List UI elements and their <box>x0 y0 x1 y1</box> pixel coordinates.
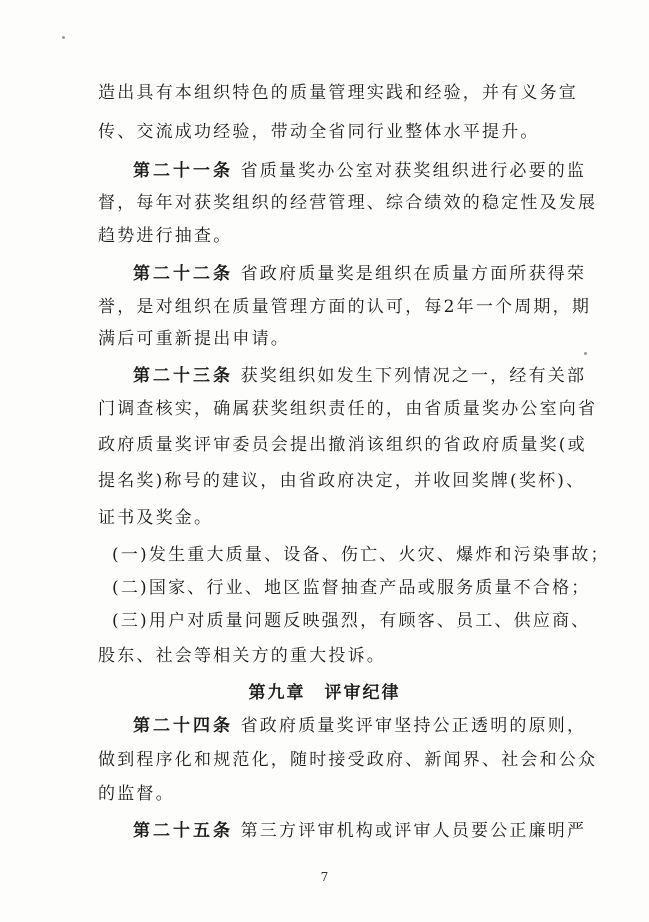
list-item: (二)国家、行业、地区监督抽查产品或服务质量不合格； <box>112 578 591 598</box>
body-line: 督，每年对获奖组织的经营管理、综合绩效的稳定性及发展 <box>98 193 598 213</box>
list-item: (一)发生重大质量、设备、伤亡、火灾、爆炸和污染事故； <box>112 545 610 565</box>
article-number: 第二十五条 <box>133 821 233 841</box>
scan-speck <box>584 352 587 355</box>
article-23-first-line <box>133 366 586 386</box>
article-text: 第三方评审机构或评审人员要公正廉明严 <box>240 821 587 841</box>
article-text: 省质量奖办公室对获奖组织进行必要的监 <box>240 161 587 181</box>
body-line: 誉，是对组织在质量管理方面的认可，每2年一个周期，期 <box>98 297 592 317</box>
body-line: 提名奖)称号的建议，由省政府决定，并收回奖牌(奖杯)、 <box>98 471 586 491</box>
body-line: 趋势进行抽查。 <box>98 226 233 246</box>
article-number: 第二十二条 <box>133 264 233 284</box>
scan-speck <box>62 36 65 39</box>
list-item-continuation: 股东、社会等相关方的重大投诉。 <box>98 646 386 666</box>
article-text: 省政府质量奖是组织在质量方面所获得荣 <box>240 264 587 284</box>
body-line: 证书及奖金。 <box>98 508 214 528</box>
article-25-first-line <box>133 821 586 841</box>
body-line: 传、交流成功经验，带动全省同行业整体水平提升。 <box>98 122 540 142</box>
body-line: 做到程序化和规范化，随时接受政府、新闻界、社会和公众 <box>98 750 598 770</box>
article-number: 第二十四条 <box>133 716 233 736</box>
body-line: 造出具有本组织特色的质量管理实践和经验，并有义务宣 <box>98 83 578 103</box>
article-text: 省政府质量奖评审坚持公正透明的原则， <box>240 716 587 736</box>
body-line: 满后可重新提出申请。 <box>98 329 290 349</box>
article-number: 第二十一条 <box>133 161 233 181</box>
list-item: (三)用户对质量问题反映强烈，有顾客、员工、供应商、 <box>112 611 591 631</box>
body-line: 政府质量奖评审委员会提出撤消该组织的省政府质量奖(或 <box>98 435 587 455</box>
article-number: 第二十三条 <box>133 366 233 386</box>
body-line: 的监督。 <box>98 784 175 804</box>
chapter-heading: 第九章 评审纪律 <box>248 683 401 703</box>
article-24-first-line <box>133 716 586 736</box>
article-text: 获奖组织如发生下列情况之一，经有关部 <box>240 366 587 386</box>
page-number: 7 <box>320 870 329 884</box>
article-21-first-line <box>133 161 586 181</box>
body-line: 门调查核实，确属获奖组织责任的，由省质量奖办公室向省 <box>98 399 598 419</box>
article-22-first-line <box>133 264 586 284</box>
